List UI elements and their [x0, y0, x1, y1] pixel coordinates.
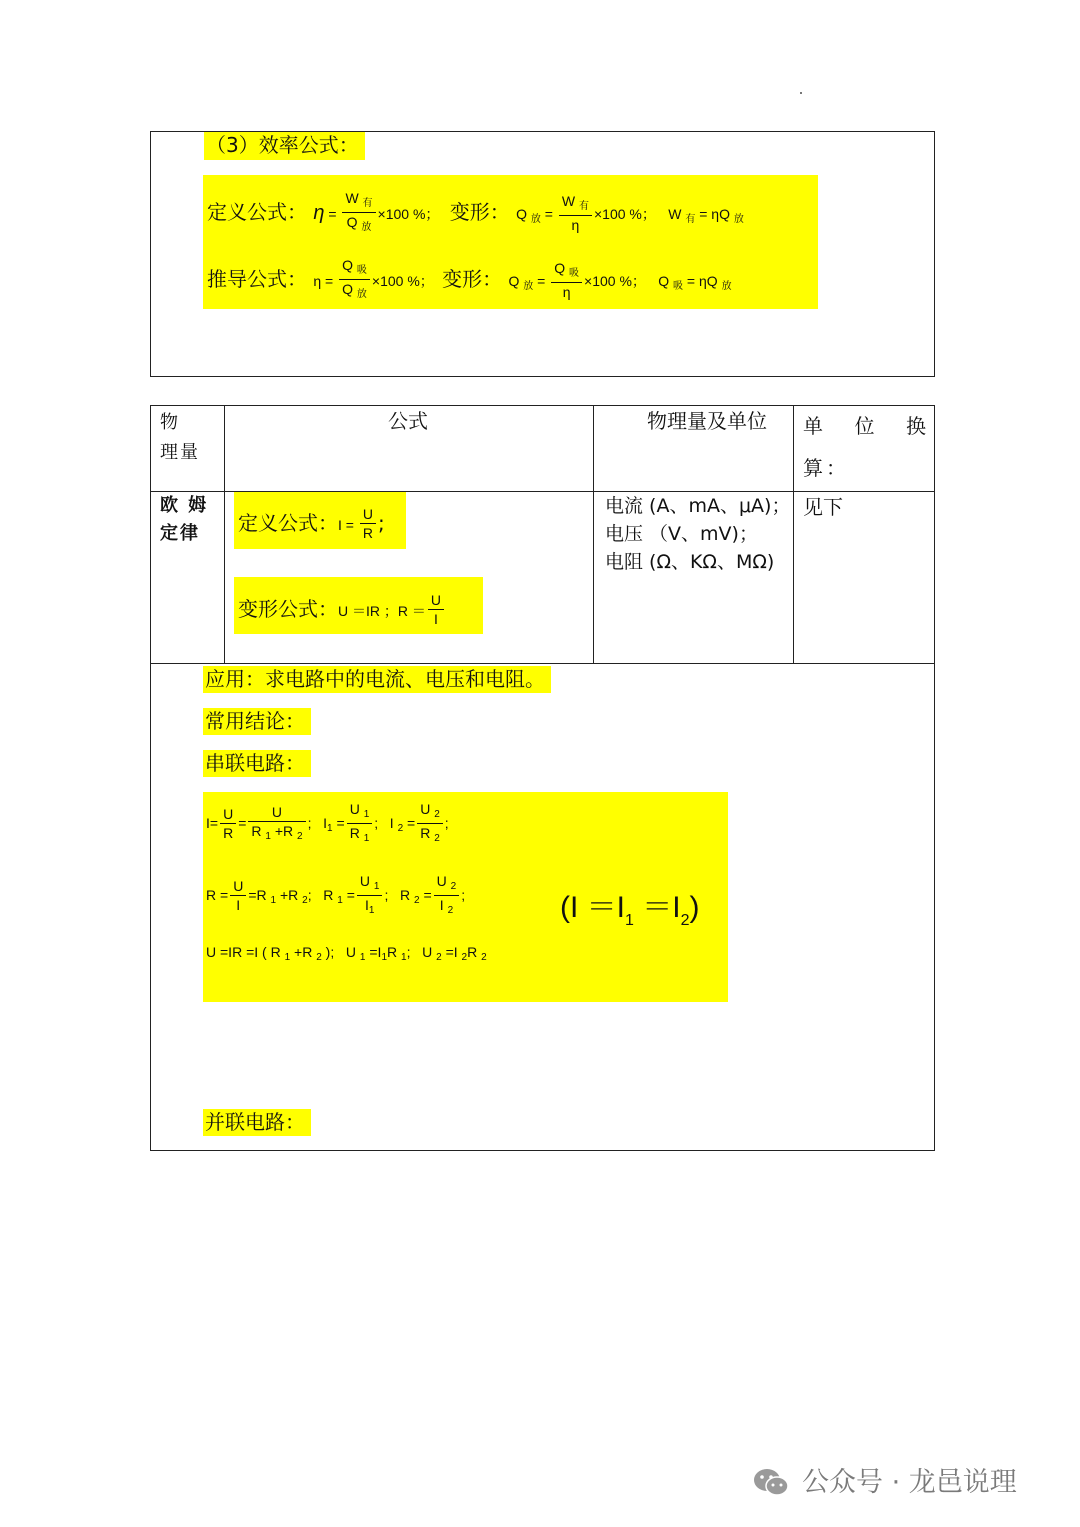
header-quantity: 物 理量: [160, 412, 200, 463]
efficiency-heading: （3）效率公式：: [204, 132, 365, 160]
watermark-text: 公众号 · 龙邑说理: [802, 1467, 1017, 1498]
series-current-equality: $(I =I_1 =I_2)$: [560, 891, 700, 929]
application-text: 应用：求电路中的电流、电压和电阻。: [203, 666, 551, 693]
series-formula-line-2: R = $\frac{U}{I}$ =R $_1$ +R $_2$; R $_1$ = $\frac{U _1}{I_1}$ ; R $_2$ = $\frac{U _2}{I _2}$ ;: [206, 873, 466, 916]
parallel-heading: 并联电路：: [203, 1109, 311, 1136]
row-name: 欧 姆定律: [160, 495, 209, 544]
ohm-definition-text: 定义公式：I = $\frac{U}{R}$ ;: [238, 506, 385, 541]
unit-voltage: 电压 （V、mV)；: [605, 523, 758, 545]
series-formula-line-3: U =IR =I ( R $_1$ +R $_2$ ); U $_1 =I_1R$ $_1$; U $_2$ =I $_2$R $_2$: [206, 944, 487, 963]
table-divider: [793, 405, 794, 663]
table-divider: [593, 405, 594, 663]
header-formula: 公式: [388, 409, 428, 433]
table-divider: [150, 663, 935, 664]
header-conversion: 单 位 换算：: [803, 414, 929, 480]
conversion-value: 见下: [803, 495, 843, 519]
series-formula-line-1: I= $\frac{U}{R}$ = $\frac{U}{R _1 +R _2}$ ; $I_1$ = $\frac{U _1}{R _1}$ ; I $_2$ = $\frac{U _2}{R _2}$ ;: [206, 801, 449, 844]
stray-dot: [800, 92, 802, 94]
unit-resistance: 电阻 (Ω、KΩ、MΩ): [605, 551, 775, 573]
series-heading: 串联电路：: [203, 750, 311, 777]
conclusion-heading: 常用结论：: [203, 708, 311, 735]
unit-list: [605, 492, 790, 576]
table-divider: [224, 405, 225, 663]
header-unit: 物理量及单位: [647, 409, 767, 433]
derived-formula-line: 推导公式： η = $\frac{Q _吸}{Q _放}$ ×100 %； 变形： Q $_放$ = $\frac{Q _吸}{\eta}$ ×100 %； Q $_吸$ = ηQ $_放$: [207, 257, 732, 300]
definition-formula-line: 定义公式： η = $\frac{W _有}{Q _放}$ ×100 %； 变形： Q $_放$ = $\frac{W _有}{\eta}$ ×100 %； W $_有$ = ηQ $_放$: [207, 190, 744, 233]
wechat-icon: [752, 1467, 792, 1499]
unit-current: 电流 (A、mA、μA)；: [605, 495, 791, 517]
ohm-deform-text: 变形公式：U ＝IR ；R ＝ $\frac{U}{I}$: [238, 592, 446, 629]
